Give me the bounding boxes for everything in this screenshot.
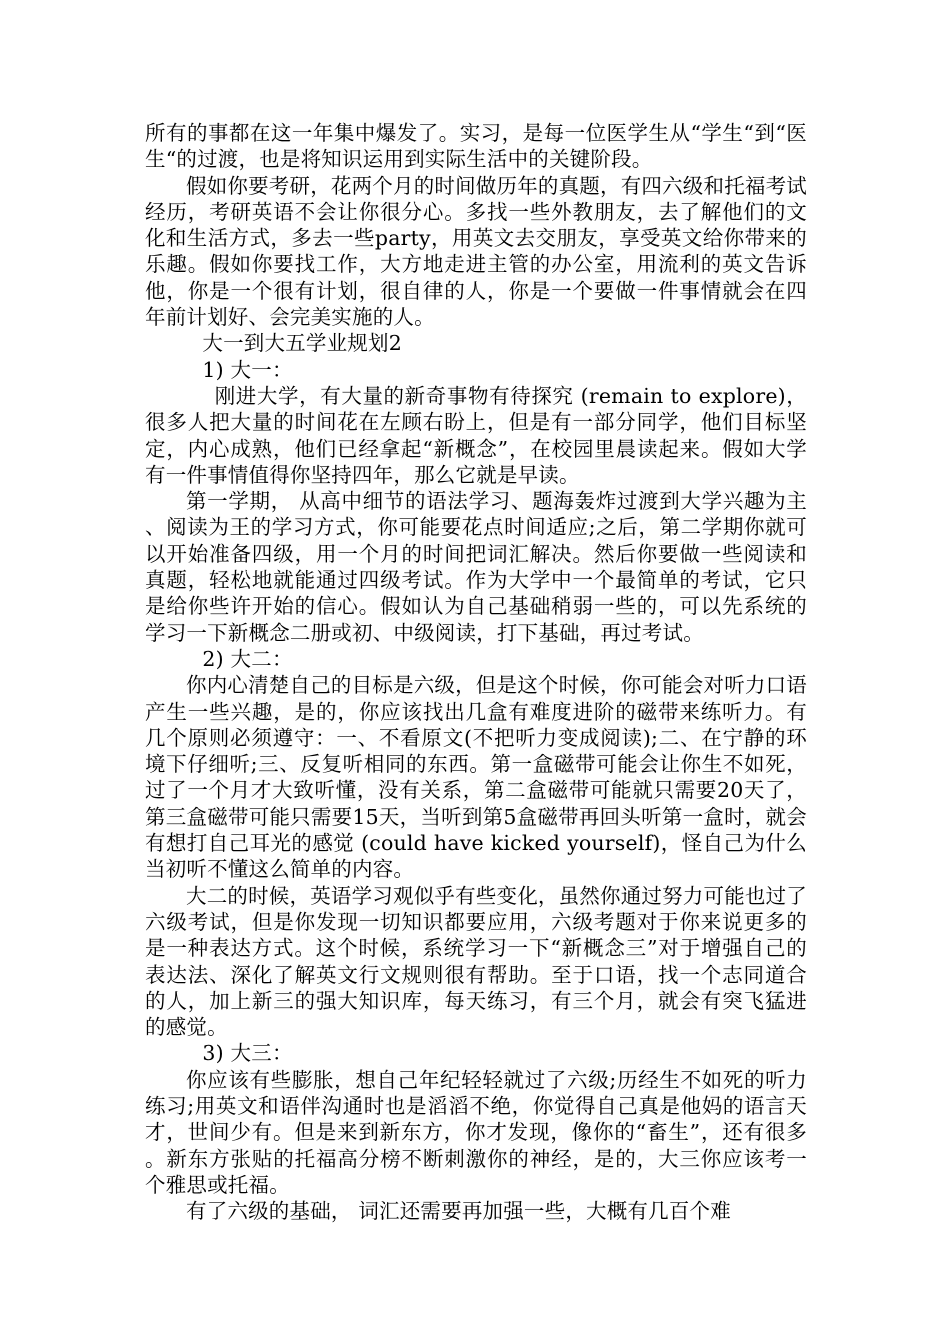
subheading-year-one: 1) 大一： [202,357,293,382]
paragraph-internship: 所有的事都在这一年集中爆发了。实习，是每一位医学生从“学生“到“医生“的过渡，也是将知识运用到实际生活中的关键阶段。 [145,121,807,172]
paragraph-year-two-listening: 你内心清楚自己的目标是六级，但是这个时候，你可能会对听力口语产生一些兴趣，是的，你应该找出几盒有难度进阶的磁带来练听力。有几个原则必须遵守：一、不看原文(不把听力变成阅读);二、在宁静的环境下仔细听;三、反复听相同的东西。第一盒磁带可能会让你生不如死，过了一个月才大致听懂，没有关系，第二盒磁带可能就只需要20天了，第三盒磁带可能只需要15天，当听到第5盒磁带再回头听第一盒时，就会有想打自己耳光的感觉 (could have kicked yourself)，怪自己为什么当初听不懂这么简单的内容。 [145,673,807,882]
paragraph-year-two-expression: 大二的时候，英语学习观似乎有些变化，虽然你通过努力可能也过了六级考试，但是你发现一切知识都要应用，六级考题对于你来说更多的是一种表达方式。这个时候，系统学习一下“新概念三”对于增强自己的表达法、深化了解英文行文规则很有帮助。至于口语，找一个志同道合的人，加上新三的强大知识库，每天练习，有三个月，就会有突飞猛进的感觉。 [145,883,807,1040]
paragraph-year-one-intro: 刚进大学，有大量的新奇事物有待探究 (remain to explore)，很多人把大量的时间花在左顾右盼上，但是有一部分同学，他们目标坚定，内心成熟，他们已经拿起“新概念”，在校园里晨读起来。假如大学有一件事情值得你坚持四年，那么它就是早读。 [145,383,807,487]
subheading-year-three: 3) 大三： [202,1041,293,1066]
paragraph-year-three-intro: 你应该有些膨胀，想自己年纪轻轻就过了六级;历经生不如死的听力练习;用英文和语伴沟通时也是滔滔不绝，你觉得自己真是他妈的语言天才，世间少有。但是来到新东方，你才发现，像你的“畜生”，还有很多。新东方张贴的托福高分榜不断刺激你的神经，是的，大三你应该考一个雅思或托福。 [145,1067,807,1197]
subheading-year-two: 2) 大二： [202,646,293,671]
section-title: 大一到大五学业规划2 [202,331,402,356]
paragraph-graduate-exam: 假如你要考研，花两个月的时间做历年的真题，有四六级和托福考试经历，考研英语不会让你很分心。多找一些外教朋友，去了解他们的文化和生活方式，多去一些party，用英文去交朋友，享受英文给你带来的乐趣。假如你要找工作，大方地走进主管的办公室，用流利的英文告诉他，你是一个很有计划，很自律的人，你是一个要做一件事情就会在四年前计划好、会完美实施的人。 [145,173,807,330]
paragraph-year-three-vocabulary: 有了六级的基础， 词汇还需要再加强一些，大概有几百个难 [186,1199,731,1224]
paragraph-first-semester: 第一学期， 从高中细节的语法学习、题海轰炸过渡到大学兴趣为主、阅读为王的学习方式，你可能要花点时间适应;之后，第二学期你就可以开始准备四级，用一个月的时间把词汇解决。然后你要做一些阅读和真题，轻松地就能通过四级考试。作为大学中一个最简单的考试，它只是给你些许开始的信心。假如认为自己基础稍弱一些的，可以先系统的学习一下新概念二册或初、中级阅读，打下基础，再过考试。 [145,489,807,645]
document-page [145,120,807,1224]
